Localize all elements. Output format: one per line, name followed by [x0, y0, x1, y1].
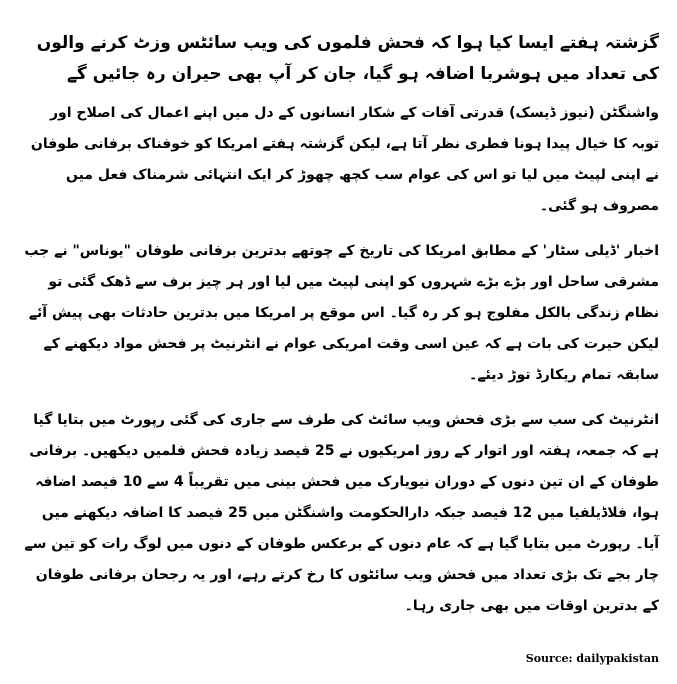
- article-paragraph-2: اخبار 'ڈیلی سٹار' کے مطابق امریکا کی تاریخ کے چوتھے بدترین برفانی طوفان "یوناس" نے جب مشرقی ساحل اور بڑے بڑے شہروں کو اپنی لپیٹ میں لیا اور ہر چیز برف سے ڈھک گئی تو نظام زندگی بالکل مفلوج ہو کر رہ گیا۔ اس موقع پر امریکا میں بدترین حادثات بھی پیش آئے لیکن حیرت کی بات ہے کہ عین اسی وقت امریکی عوام نے انٹرنیٹ پر فحش مواد دیکھنے کے سابقہ تمام ریکارڈ توڑ دیئے۔: [24, 243, 659, 383]
- article-paragraph-1: واشنگٹن (نیوز ڈیسک) قدرتی آفات کے شکار انسانوں کے دل میں اپنے اعمال کی اصلاح اور توبہ کا خیال پیدا ہونا فطری نظر آتا ہے، لیکن گزشتہ ہفتے امریکا کو خوفناک برفانی طوفان نے اپنی لپیٹ میں لیا تو اس کی عوام سب کچھ چھوڑ کر ایک انتہائی شرمناک فعل میں مصروف ہو گئی۔: [30, 105, 659, 214]
- source-credit: Source: dailypakistan: [525, 652, 659, 665]
- article-headline: گزشتہ ہفتے ایسا کیا ہوا کہ فحش فلموں کی ویب سائٹس وزٹ کرنے والوں کی تعداد میں ہوشربا اضافہ ہو گیا، جان کر آپ بھی حیران رہ جائیں گے: [36, 33, 659, 84]
- article-paragraph-3: انٹرنیٹ کی سب سے بڑی فحش ویب سائٹ کی طرف سے جاری کی گئی رپورٹ میں بتایا گیا ہے کہ جمعہ، ہفتہ اور اتوار کے روز امریکیوں نے 25 فیصد زیادہ فحش فلمیں دیکھیں۔ برفانی طوفان کے ان تین دنوں کے دوران نیویارک میں فحش بینی میں تقریباً 4 سے 10 فیصد اضافہ ہوا، فلاڈیلفیا میں 12 فیصد جبکہ دارالحکومت واشنگٹن میں 25 فیصد کا اضافہ دیکھنے میں آیا۔ رپورٹ میں بتایا گیا ہے کہ عام دنوں کے برعکس طوفان کے دنوں میں لوگ رات کو تین سے چار بجے تک بڑی تعداد میں فحش ویب سائٹوں کا رخ کرتے رہے، اور یہ رجحان برفانی طوفان کے بدترین اوقات میں بھی جاری رہا۔: [24, 412, 659, 614]
- article: [18, 0, 659, 622]
